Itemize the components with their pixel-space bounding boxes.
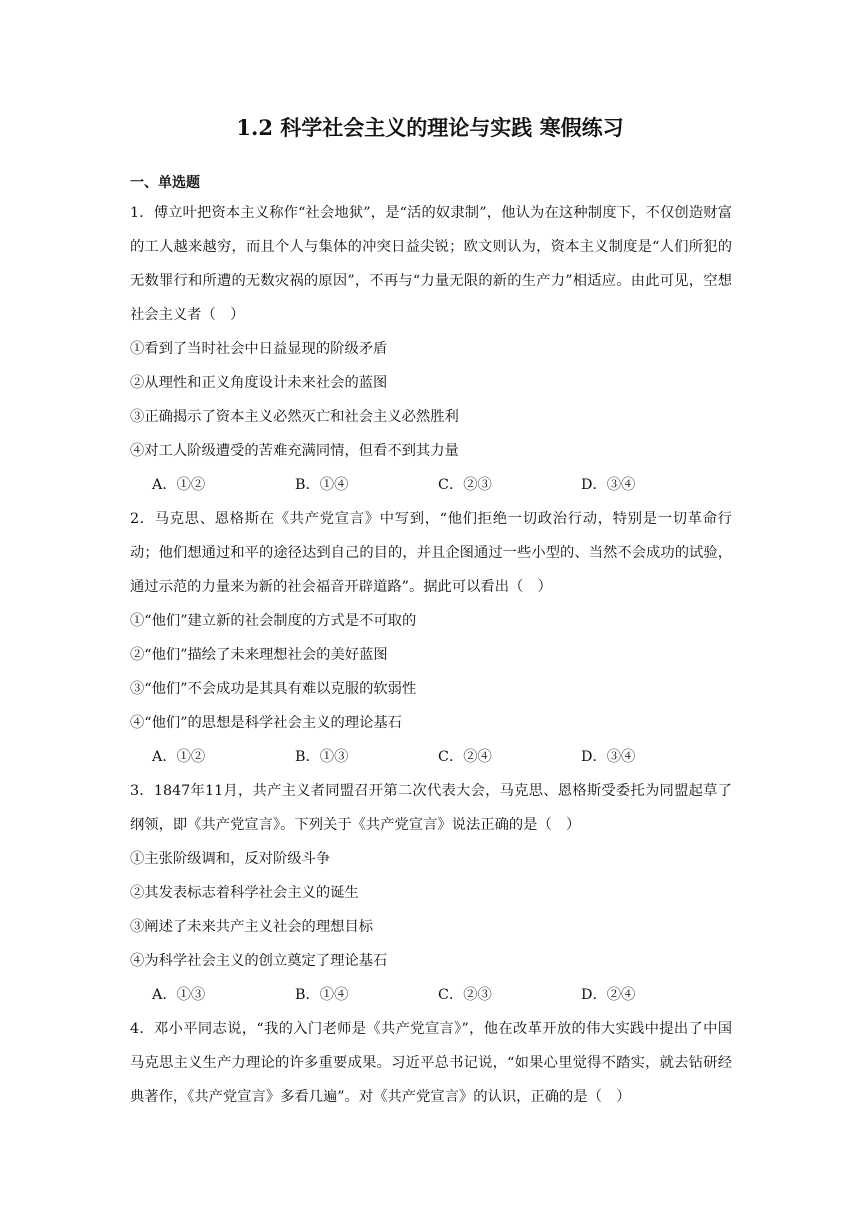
question-4 bbox=[130, 1012, 732, 1114]
choice-d: D．③④ bbox=[581, 477, 636, 493]
question-text: 1847年11月，共产主义者同盟召开第二次代表大会，马克思、恩格斯受委托为同盟起草了纲领，即《共产党宣言》。下列关于《共产党宣言》说法正确的是（ ） bbox=[130, 783, 732, 833]
choice-a: A．①② bbox=[152, 749, 206, 765]
question-number: 2． bbox=[130, 511, 155, 527]
question-stem bbox=[130, 196, 732, 332]
question-number: 3． bbox=[130, 783, 154, 799]
choice-c: C．②④ bbox=[438, 749, 492, 765]
question-text: 傅立叶把资本主义称作“社会地狱”，是“活的奴隶制”，他认为在这种制度下，不仅创造财富的工人越来越穷，而且个人与集体的冲突日益尖锐；欧文则认为，资本主义制度是“人们所犯的无数罪行和所遭的无数灾祸的原因”，不再与“力量无限的新的生产力”相适应。由此可见，空想社会主义者（ ） bbox=[130, 205, 732, 323]
statement-option: ③阐述了未来共产主义社会的理想目标 bbox=[130, 919, 374, 935]
question-3 bbox=[130, 774, 732, 1012]
choice-a: A．①③ bbox=[152, 987, 206, 1003]
question-2 bbox=[130, 502, 732, 774]
statement-option: ①主张阶级调和，反对阶级斗争 bbox=[130, 851, 331, 867]
answer-choices bbox=[130, 468, 732, 502]
question-number: 1． bbox=[130, 205, 154, 221]
page-title: 1.2 科学社会主义的理论与实践 寒假练习 bbox=[236, 115, 624, 140]
statement-option: ②“他们”描绘了未来理想社会的美好蓝图 bbox=[130, 647, 388, 663]
statement-option: ③“他们”不会成功是其具有难以克服的软弱性 bbox=[130, 681, 417, 697]
choice-c: C．②③ bbox=[438, 477, 492, 493]
statement-option: ②其发表标志着科学社会主义的诞生 bbox=[130, 885, 359, 901]
question-list bbox=[130, 196, 732, 1114]
statement-option: ①“他们”建立新的社会制度的方式是不可取的 bbox=[130, 613, 417, 629]
question-text: 邓小平同志说，“我的入门老师是《共产党宣言》”，他在改革开放的伟大实践中提出了中国马克思主义生产力理论的许多重要成果。习近平总书记说，“如果心里觉得不踏实，就去钻研经典著作，《共产党宣言》多看几遍”。对《共产党宣言》的认识，正确的是（ ） bbox=[130, 1021, 732, 1105]
choice-d: D．②④ bbox=[581, 987, 636, 1003]
question-1 bbox=[130, 196, 732, 502]
choice-b: B．①④ bbox=[295, 987, 349, 1003]
question-stem bbox=[130, 1012, 732, 1114]
question-stem bbox=[130, 502, 732, 604]
question-stem bbox=[130, 774, 732, 842]
answer-choices bbox=[130, 978, 732, 1012]
choice-a: A．①② bbox=[152, 477, 206, 493]
statement-option: ④“他们”的思想是科学社会主义的理论基石 bbox=[130, 715, 402, 731]
choice-d: D．③④ bbox=[581, 749, 636, 765]
choice-b: B．①④ bbox=[295, 477, 349, 493]
choice-b: B．①③ bbox=[295, 749, 349, 765]
question-number: 4． bbox=[130, 1021, 155, 1037]
question-text: 马克思、恩格斯在《共产党宣言》中写到，“他们拒绝一切政治行动，特别是一切革命行动；他们想通过和平的途径达到自己的目的，并且企图通过一些小型的、当然不会成功的试验，通过示范的力量来为新的社会福音开辟道路”。据此可以看出（ ） bbox=[130, 511, 732, 595]
statement-option: ②从理性和正义角度设计未来社会的蓝图 bbox=[130, 375, 388, 391]
statement-option: ①看到了当时社会中日益显现的阶级矛盾 bbox=[130, 341, 388, 357]
choice-c: C．②③ bbox=[438, 987, 492, 1003]
statement-option: ④对工人阶级遭受的苦难充满同情，但看不到其力量 bbox=[130, 443, 459, 459]
answer-choices bbox=[130, 740, 732, 774]
statement-option: ③正确揭示了资本主义必然灭亡和社会主义必然胜利 bbox=[130, 409, 459, 425]
statement-option: ④为科学社会主义的创立奠定了理论基石 bbox=[130, 953, 388, 969]
section-heading: 一、单选题 bbox=[130, 175, 200, 191]
